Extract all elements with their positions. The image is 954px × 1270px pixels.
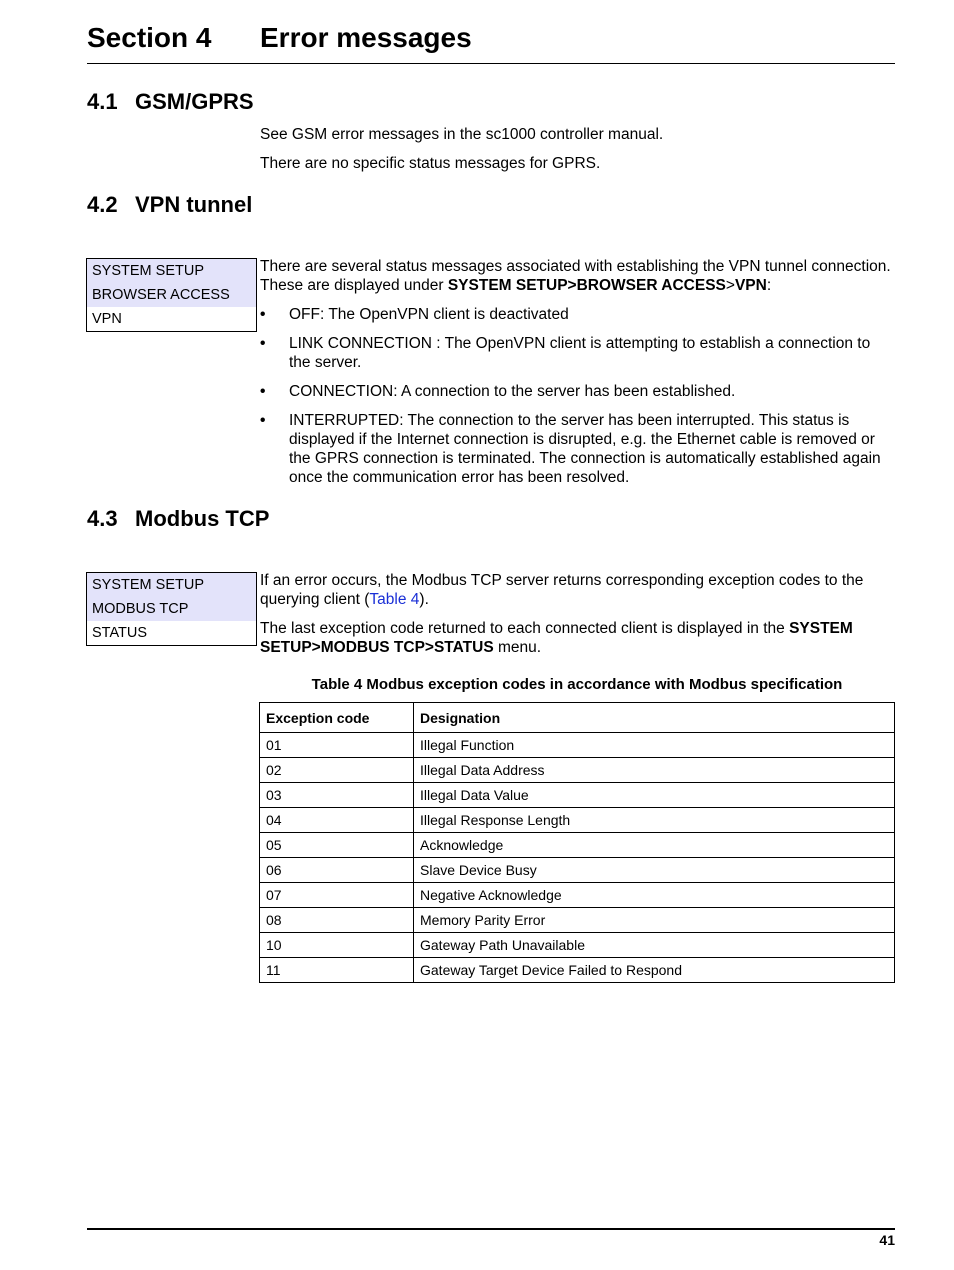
modbus-status-paragraph [260, 619, 894, 657]
table-row [260, 783, 895, 808]
vpn-menu-sep: > [725, 277, 735, 294]
list-item [260, 305, 894, 324]
modbus-menu-ref: SYSTEM SETUP>MODBUS TCP>STATUS [260, 620, 853, 656]
code-cell: 02 [260, 758, 414, 783]
vpn-menu-ref-end: VPN [734, 277, 767, 294]
code-cell: 11 [260, 958, 414, 983]
table-4-link[interactable]: Table 4 [369, 591, 420, 608]
table-row [260, 858, 895, 883]
gprs-paragraph: There are no specific status messages for GPRS. [260, 155, 601, 172]
code-cell: 01 [260, 733, 414, 758]
bullet-glyph: • [260, 335, 266, 352]
modbus-menu-path [86, 572, 257, 646]
bullet-glyph: • [260, 412, 266, 429]
designation-cell: Memory Parity Error [414, 908, 895, 933]
list-item [260, 382, 894, 401]
modbus-intro-text: If an error occurs, the Modbus TCP server returns corresponding exception codes to the querying client ( [260, 572, 864, 608]
designation-cell: Illegal Function [414, 733, 895, 758]
vpn-menu-ref: SYSTEM SETUP>BROWSER ACCESS [447, 277, 726, 294]
page-number: 41 [879, 1232, 895, 1248]
designation-cell: Negative Acknowledge [414, 883, 895, 908]
designation-cell: Illegal Response Length [414, 808, 895, 833]
heading-number: 4.1 [87, 89, 118, 114]
table-row [260, 883, 895, 908]
table-caption: Table 4 Modbus exception codes in accordance with Modbus specification [311, 676, 843, 693]
modbus-status-end: menu. [493, 639, 542, 656]
designation-cell: Slave Device Busy [414, 858, 895, 883]
list-item [260, 411, 894, 487]
exception-codes-table [259, 702, 895, 983]
vpn-intro-paragraph [260, 257, 894, 295]
heading-modbus-tcp [87, 505, 269, 533]
table-row [260, 758, 895, 783]
heading-title: GSM/GPRS [135, 89, 254, 114]
list-item-text: INTERRUPTED: The connection to the server has been interrupted. This status is displayed if the Internet connection is disrupted, e.g. the Ethernet cable is removed or the GPRS connection is terminated. The connection is automatically established again once the communication error has been resolved. [289, 412, 881, 486]
heading-number: 4.2 [87, 192, 118, 217]
table-row [260, 808, 895, 833]
menu-path-item: VPN [87, 307, 256, 331]
menu-path-item: BROWSER ACCESS [87, 283, 256, 307]
section-number: Section 4 [87, 22, 212, 53]
footer-rule [87, 1228, 895, 1230]
heading-number: 4.3 [87, 506, 118, 531]
table-row [260, 833, 895, 858]
designation-cell: Gateway Path Unavailable [414, 933, 895, 958]
section-title: Error messages [260, 22, 472, 53]
list-item [260, 334, 894, 372]
code-cell: 06 [260, 858, 414, 883]
column-header: Designation [414, 703, 895, 733]
bullet-glyph: • [260, 383, 266, 400]
list-item-text: CONNECTION: A connection to the server has been established. [289, 383, 736, 400]
designation-cell: Gateway Target Device Failed to Respond [414, 958, 895, 983]
gsm-paragraph: See GSM error messages in the sc1000 controller manual. [260, 126, 664, 143]
heading-vpn-tunnel [87, 191, 252, 219]
heading-title: VPN tunnel [135, 192, 253, 217]
list-item-text: OFF: The OpenVPN client is deactivated [289, 306, 569, 323]
modbus-intro-paragraph [260, 571, 894, 609]
table-header-row [260, 703, 895, 733]
code-cell: 08 [260, 908, 414, 933]
section-heading [87, 18, 895, 64]
menu-path-item: SYSTEM SETUP [87, 573, 256, 597]
heading-title: Modbus TCP [135, 506, 270, 531]
modbus-intro-end: ). [419, 591, 429, 608]
designation-cell: Acknowledge [414, 833, 895, 858]
code-cell: 05 [260, 833, 414, 858]
designation-cell: Illegal Data Address [414, 758, 895, 783]
vpn-menu-path [86, 258, 257, 332]
code-cell: 04 [260, 808, 414, 833]
table-row [260, 933, 895, 958]
menu-path-item: STATUS [87, 621, 256, 645]
menu-path-item: SYSTEM SETUP [87, 259, 256, 283]
column-header: Exception code [260, 703, 414, 733]
table-row [260, 958, 895, 983]
code-cell: 10 [260, 933, 414, 958]
vpn-intro-colon: : [766, 277, 772, 294]
code-cell: 03 [260, 783, 414, 808]
list-item-text: LINK CONNECTION : The OpenVPN client is attempting to establish a connection to the server. [289, 335, 871, 371]
table-row [260, 908, 895, 933]
designation-cell: Illegal Data Value [414, 783, 895, 808]
vpn-intro-text: There are several status messages associated with establishing the VPN tunnel connection. These are displayed under [260, 258, 891, 294]
heading-gsm-gprs [87, 88, 254, 116]
menu-path-item: MODBUS TCP [87, 597, 256, 621]
bullet-glyph: • [260, 306, 266, 323]
table-row [260, 733, 895, 758]
modbus-status-text: The last exception code returned to each connected client is displayed in the [260, 620, 790, 637]
code-cell: 07 [260, 883, 414, 908]
